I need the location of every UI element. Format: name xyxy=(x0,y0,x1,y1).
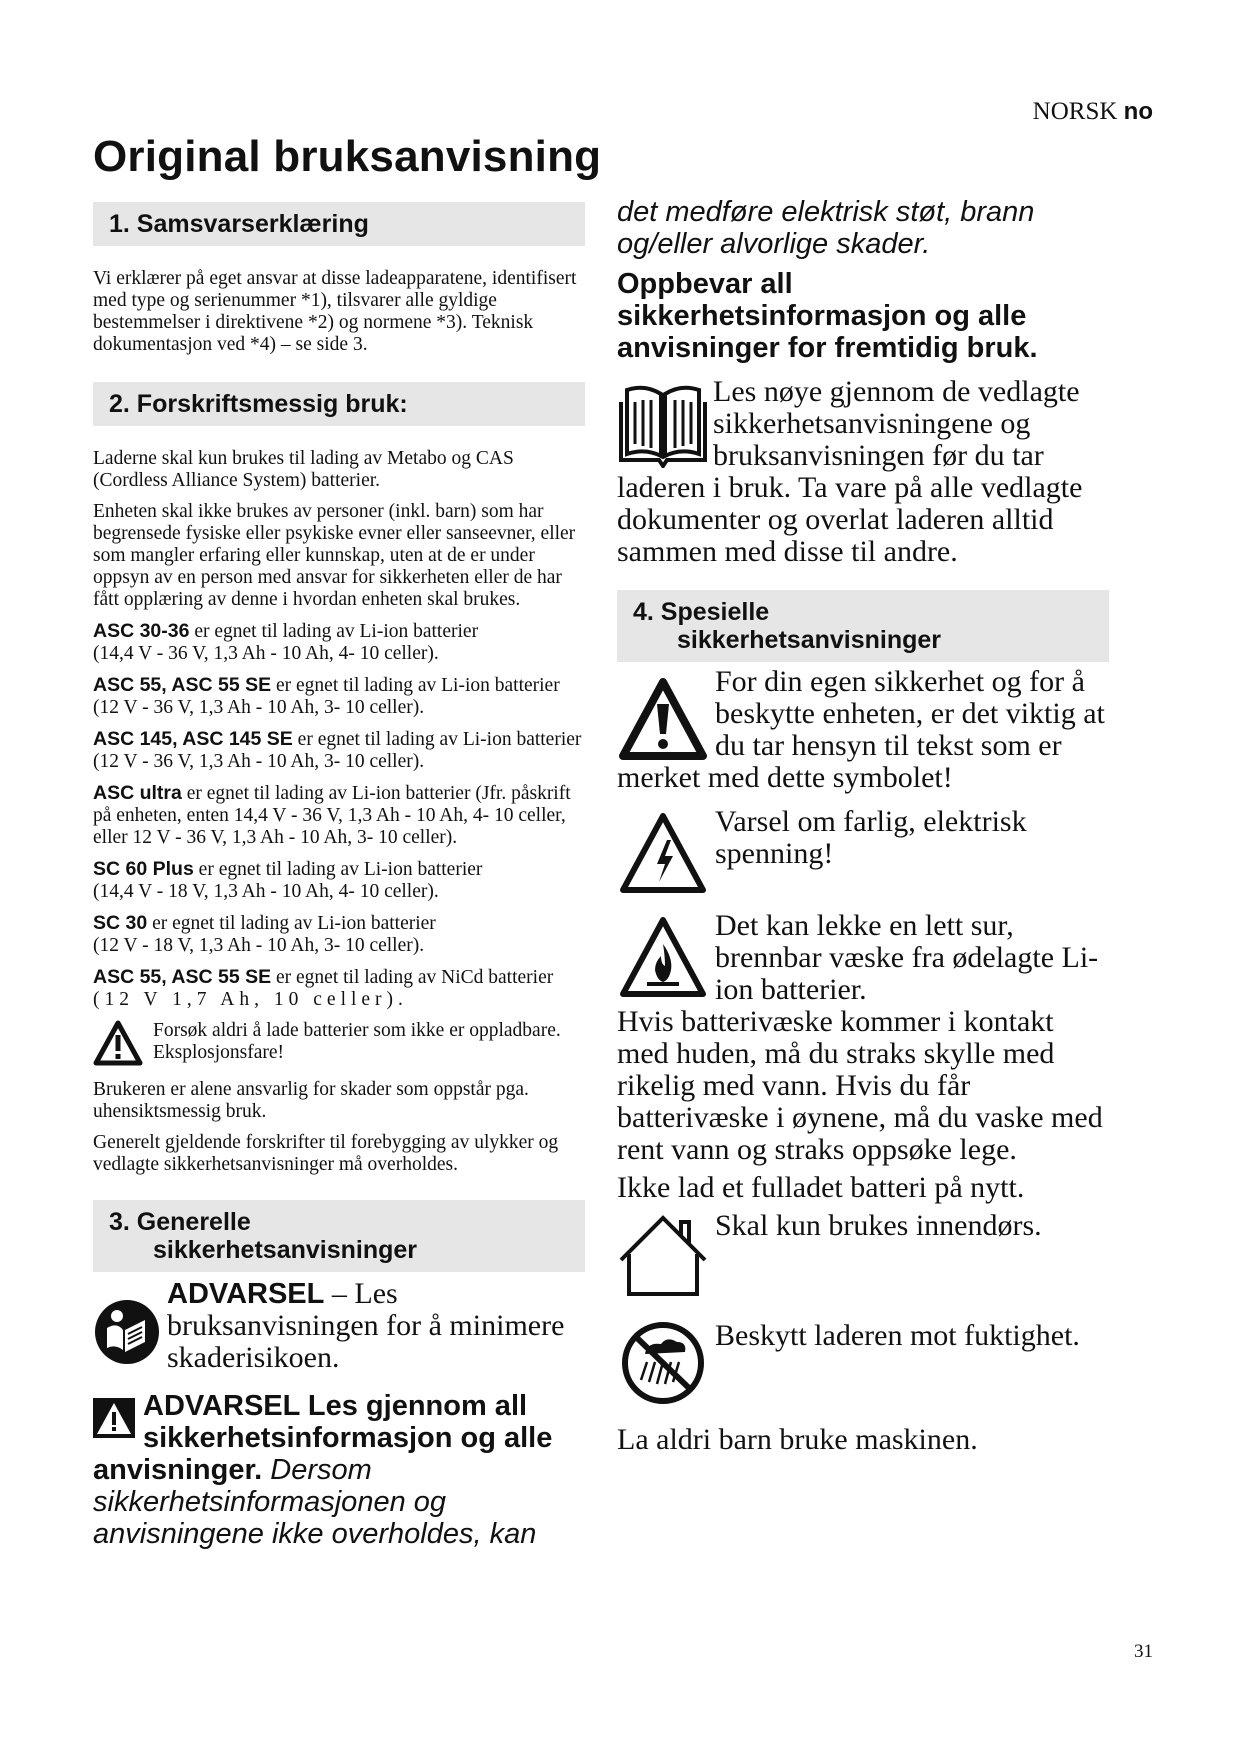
section-2-p3: Brukeren er alene ansvarlig for skader som oppstår pga. uhensiktsmessig bruk. xyxy=(93,1079,529,1122)
warning-text: – Les bruksanvisningen for å minimere skaderisikoen. xyxy=(167,1277,565,1374)
book-icon xyxy=(617,382,709,468)
read-manual-icon xyxy=(93,1298,161,1366)
section-2-heading: 2. Forskriftsmessig bruk: xyxy=(93,382,585,426)
section-1-heading: 1. Samsvarserklæring xyxy=(93,202,585,246)
safety-info-warning xyxy=(93,1390,585,1550)
read-manual-warning xyxy=(93,1278,585,1374)
model-asc55-nicd: ASC 55, ASC 55 SE er egnet til lading av NiCd batterier (12 V 1,7 Ah, 10 celler). xyxy=(93,966,554,1010)
attention-warning-text: For din egen sikkerhet og for å beskytte enheten, er det viktig at du tar hensyn til tekst som er merket med dette symbolet! xyxy=(617,665,1105,794)
section-1-text: Vi erklærer på eget ansvar at disse ladeapparatene, identifisert med type og serienummer *1), tilsvarer alle gyldige bestemmelser i direktivene *2) og normene *3). Teknisk dokumentasjon ved *4) – se side 3. xyxy=(93,268,577,355)
safety-warning-italic: Dersom sikkerhetsinformasjonen og anvisningene ikke overholdes, kan xyxy=(93,1454,537,1550)
warning-triangle-icon xyxy=(617,676,709,762)
model-ascultra: ASC ultra er egnet til lading av Li-ion batterier (Jfr. påskrift på enheten, enten 14,4 V - 36 V, 1,3 Ah - 10 Ah, 4- 10 celler, eller 12 V - 36 V, 1,3 Ah - 10 Ah, 3- 10 celler). xyxy=(93,782,571,848)
model-asc145: ASC 145, ASC 145 SE er egnet til lading av Li-ion batterier (12 V - 36 V, 1,3 Ah - 10 Ah, 3- 10 celler). xyxy=(93,728,582,772)
no-moisture-icon xyxy=(617,1320,709,1406)
section-2-p4: Generelt gjeldende forskrifter til forebygging av ulykker og vedlagte sikkerhetsanvisninger må overholdes. xyxy=(93,1132,559,1175)
language-word: NORSK xyxy=(1032,98,1118,125)
section-2-p2: Enheten skal ikke brukes av personer (inkl. barn) som har begrensede fysiske eller psykiske evner eller sanseevner, eller som mangler erfaring eller kunnskap, uten at de er under oppsyn av en person med ansvar for sikkerheten eller de har fått opplæring av denne i hvordan enheten skal brukes. xyxy=(93,501,576,610)
explosion-warning-text: Forsøk aldri å lade batterier som ikke er oppladbare. Eksplosjonsfare! xyxy=(153,1020,561,1063)
attention-warning xyxy=(617,666,1109,794)
house-icon xyxy=(617,1210,709,1298)
indoor-only xyxy=(617,1210,1109,1298)
voltage-warning-text: Varsel om farlig, elektrisk spenning! xyxy=(715,805,1027,870)
children-warning-text: La aldri barn bruke maskinen. xyxy=(617,1423,978,1456)
safety-warning-bold: ADVARSEL Les gjennom all sikkerhetsinformasjon og alle anvisninger. xyxy=(93,1390,553,1486)
book-instructions xyxy=(617,376,1109,568)
section-2-p1: Laderne skal kun brukes til lading av Metabo og CAS (Cordless Alliance System) batterier. xyxy=(93,448,514,491)
model-asc55: ASC 55, ASC 55 SE er egnet til lading av Li-ion batterier (12 V - 36 V, 1,3 Ah - 10 Ah, 3- 10 celler). xyxy=(93,674,560,718)
indoor-only-text: Skal kun brukes innendørs. xyxy=(715,1209,1042,1242)
voltage-warning xyxy=(617,806,1109,896)
right-column xyxy=(617,196,1109,1456)
page-number: 31 xyxy=(1134,1641,1153,1662)
language-label xyxy=(1033,98,1153,126)
model-sc30: SC 30 er egnet til lading av Li-ion batterier (12 V - 18 V, 1,3 Ah - 10 Ah, 3- 10 celler). xyxy=(93,912,436,956)
book-instructions-text: Les nøye gjennom de vedlagte sikkerhetsanvisningene og bruksanvisningen før du tar laderen i bruk. Ta vare på alle vedlagte dokumenter og overlat laderen alltid sammen med disse til andre. xyxy=(617,375,1083,568)
model-sc60: SC 60 Plus er egnet til lading av Li-ion batterier (14,4 V - 18 V, 1,3 Ah - 10 Ah, 4- 10 celler). xyxy=(93,858,483,902)
fire-warning-text: Det kan lekke en lett sur, brennbar væske fra ødelagte Li-ion batterier. xyxy=(715,909,1099,1006)
model-asc30: ASC 30-36 er egnet til lading av Li-ion batterier (14,4 V - 36 V, 1,3 Ah - 10 Ah, 4- 10 celler). xyxy=(93,620,479,664)
warning-triangle-icon xyxy=(93,1020,143,1066)
no-recharge-text: Ikke lad et fulladet batteri på nytt. xyxy=(617,1171,1025,1204)
battery-liquid-text: Hvis batterivæske kommer i kontakt med huden, må du straks skylle med rikelig med vann. Hvis du får batterivæske i øynene, må du vaske med rent vann og straks oppsøke lege. xyxy=(617,1005,1103,1166)
section-3-heading: 3. Generelle sikkerhetsanvisninger xyxy=(93,1200,585,1272)
high-voltage-icon xyxy=(617,810,709,896)
warning-label: ADVARSEL xyxy=(167,1278,325,1310)
language-code: no xyxy=(1123,98,1153,125)
fire-warning xyxy=(617,910,1109,1006)
flammable-icon xyxy=(617,914,709,1000)
left-column xyxy=(93,202,585,1550)
page-title: Original bruksanvisning xyxy=(93,132,602,181)
section-4-heading: 4. Spesielle sikkerhetsanvisninger xyxy=(617,590,1109,662)
keep-instructions: Oppbevar all sikkerhetsinformasjon og alle anvisninger for fremtidig bruk. xyxy=(617,268,1038,364)
explosion-warning xyxy=(93,1020,585,1073)
warning-triangle-icon xyxy=(93,1398,135,1438)
moisture-warning xyxy=(617,1320,1109,1406)
moisture-warning-text: Beskytt laderen mot fuktighet. xyxy=(715,1319,1080,1352)
safety-warning-continued: det medføre elektrisk støt, brann og/eller alvorlige skader. xyxy=(617,196,1035,260)
